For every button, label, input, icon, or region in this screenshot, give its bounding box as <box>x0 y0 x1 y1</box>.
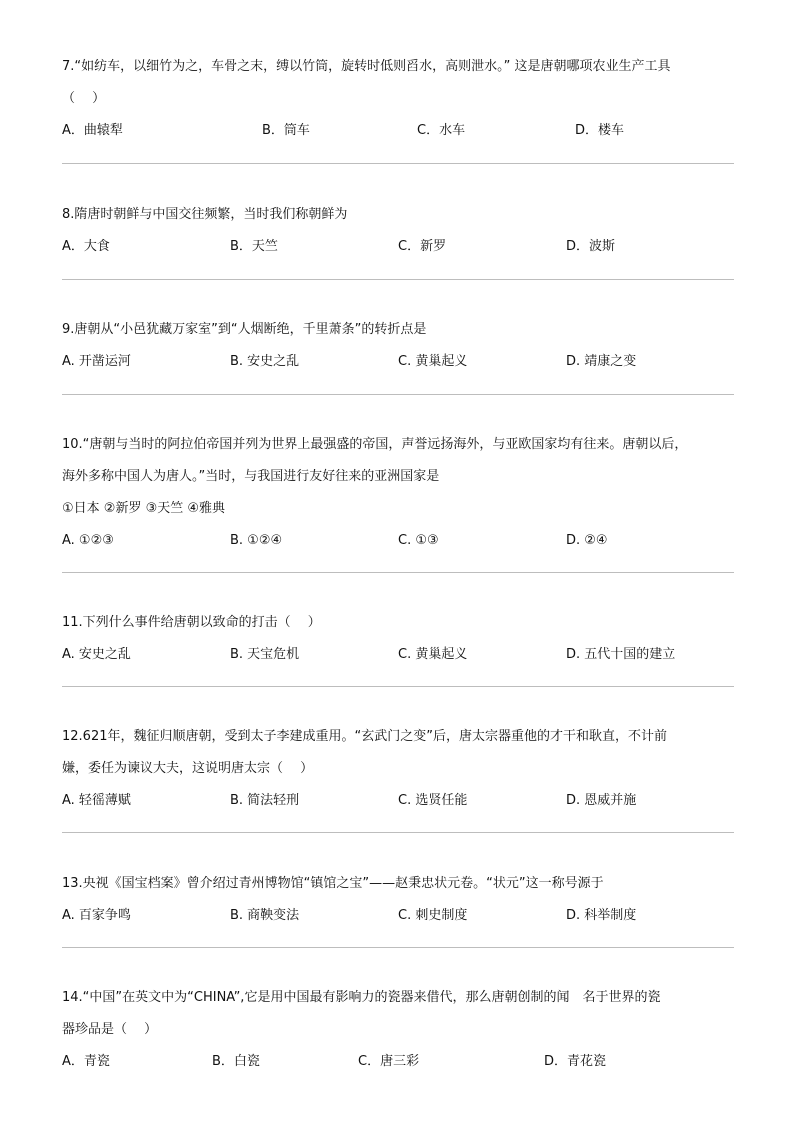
question-13-option-d[interactable]: D. 科举制度 <box>566 908 637 923</box>
question-14-option-c[interactable]: C．唐三彩 <box>358 1054 420 1069</box>
question-12-stem-line-2: 嫌，委任为谏议大夫，这说明唐太宗（ ） <box>62 761 314 776</box>
question-14-option-d[interactable]: D．青花瓷 <box>544 1054 607 1069</box>
question-8-option-c[interactable]: C．新罗 <box>398 239 447 254</box>
question-12 <box>62 721 734 817</box>
question-8-stem-line-1: 8.隋唐时朝鲜与中国交往频繁，当时我们称朝鲜为 <box>62 207 348 222</box>
question-7-stem-line-1: 7.“如纺车，以细竹为之，车骨之末，缚以竹筒，旋转时低则舀水，高则泄水。” 这是唐朝哪项农业生产工具 <box>62 59 671 74</box>
question-10-stem-line-3: ①日本 ②新罗 ③天竺 ④雅典 <box>62 501 226 516</box>
question-12-option-d[interactable]: D. 恩威并施 <box>566 793 637 808</box>
question-divider <box>62 279 734 280</box>
question-12-options <box>62 785 734 817</box>
question-8-option-b[interactable]: B．天竺 <box>230 239 278 254</box>
question-14-stem-line-2: 器珍品是（ ） <box>62 1022 158 1037</box>
question-12-stem <box>62 721 734 785</box>
question-11-option-c[interactable]: C. 黄巢起义 <box>398 647 468 662</box>
question-7-stem <box>62 51 734 115</box>
question-7-option-b[interactable]: B．筒车 <box>262 123 310 138</box>
question-9-stem-line-1: 9.唐朝从“小邑犹藏万家室”到“人烟断绝，千里萧条”的转折点是 <box>62 322 427 337</box>
question-14 <box>62 982 734 1078</box>
question-10-option-c[interactable]: C. ①③ <box>398 533 439 548</box>
question-11-option-b[interactable]: B. 天宝危机 <box>230 647 300 662</box>
question-8-option-d[interactable]: D．波斯 <box>566 239 616 254</box>
question-14-option-b[interactable]: B．白瓷 <box>212 1054 260 1069</box>
question-9-option-d[interactable]: D. 靖康之变 <box>566 354 637 369</box>
question-13-stem <box>62 868 734 900</box>
question-13 <box>62 868 734 932</box>
question-divider <box>62 832 734 833</box>
question-10-option-b[interactable]: B. ①②④ <box>230 533 283 548</box>
question-10-options <box>62 525 734 557</box>
question-7-stem-line-2: （ ） <box>62 91 106 106</box>
question-9 <box>62 314 734 378</box>
question-10-option-a[interactable]: A. ①②③ <box>62 533 114 548</box>
question-13-stem-line-1: 13.央视《国宝档案》曾介绍过青州博物馆“镇馆之宝”——赵秉忠状元卷。“状元”这一称号源于 <box>62 876 604 891</box>
question-9-options <box>62 346 734 378</box>
question-13-option-c[interactable]: C. 刺史制度 <box>398 908 468 923</box>
question-11-stem-line-1: 11.下列什么事件给唐朝以致命的打击（ ） <box>62 615 321 630</box>
question-8-option-a[interactable]: A．大食 <box>62 239 110 254</box>
question-10-stem-line-2: 海外多称中国人为唐人。”当时，与我国进行友好往来的亚洲国家是 <box>62 469 440 484</box>
question-14-stem-line-1: 14.“中国”在英文中为“CHINA”,它是用中国最有影响力的瓷器来借代，那么唐朝创制的闻 名于世界的瓷 <box>62 990 661 1005</box>
question-14-options <box>62 1046 734 1078</box>
question-divider <box>62 947 734 948</box>
question-11-option-d[interactable]: D. 五代十国的建立 <box>566 647 676 662</box>
question-8-stem <box>62 199 734 231</box>
question-10-stem-line-1: 10.“唐朝与当时的阿拉伯帝国并列为世界上最强盛的帝国，声誉远扬海外，与亚欧国家均有往来。唐朝以后， <box>62 437 688 452</box>
question-11 <box>62 607 734 671</box>
question-7-option-c[interactable]: C．水车 <box>417 123 466 138</box>
question-12-stem-line-1: 12.621年，魏征归顺唐朝，受到太子李建成重用。“玄武门之变”后，唐太宗器重他的才干和耿直，不计前 <box>62 729 667 744</box>
question-12-option-a[interactable]: A. 轻徭薄赋 <box>62 793 131 808</box>
question-divider <box>62 686 734 687</box>
question-7 <box>62 51 734 147</box>
question-11-stem <box>62 607 734 639</box>
question-divider <box>62 394 734 395</box>
question-9-option-b[interactable]: B. 安史之乱 <box>230 354 300 369</box>
question-10-option-d[interactable]: D. ②④ <box>566 533 608 548</box>
question-11-option-a[interactable]: A. 安史之乱 <box>62 647 131 662</box>
question-13-option-b[interactable]: B. 商鞅变法 <box>230 908 300 923</box>
question-7-option-d[interactable]: D．楼车 <box>575 123 625 138</box>
question-14-stem <box>62 982 734 1046</box>
question-7-option-a[interactable]: A．曲辕犁 <box>62 123 123 138</box>
question-8 <box>62 199 734 263</box>
question-7-options <box>62 115 734 147</box>
question-9-option-a[interactable]: A. 开凿运河 <box>62 354 131 369</box>
question-11-options <box>62 639 734 671</box>
question-divider <box>62 572 734 573</box>
question-divider <box>62 163 734 164</box>
question-13-option-a[interactable]: A. 百家争鸣 <box>62 908 131 923</box>
question-9-stem <box>62 314 734 346</box>
question-8-options <box>62 231 734 263</box>
question-13-options <box>62 900 734 932</box>
question-12-option-c[interactable]: C. 选贤任能 <box>398 793 468 808</box>
question-12-option-b[interactable]: B. 简法轻刑 <box>230 793 300 808</box>
question-10-stem <box>62 429 734 525</box>
question-9-option-c[interactable]: C. 黄巢起义 <box>398 354 468 369</box>
question-10 <box>62 429 734 557</box>
question-14-option-a[interactable]: A．青瓷 <box>62 1054 110 1069</box>
